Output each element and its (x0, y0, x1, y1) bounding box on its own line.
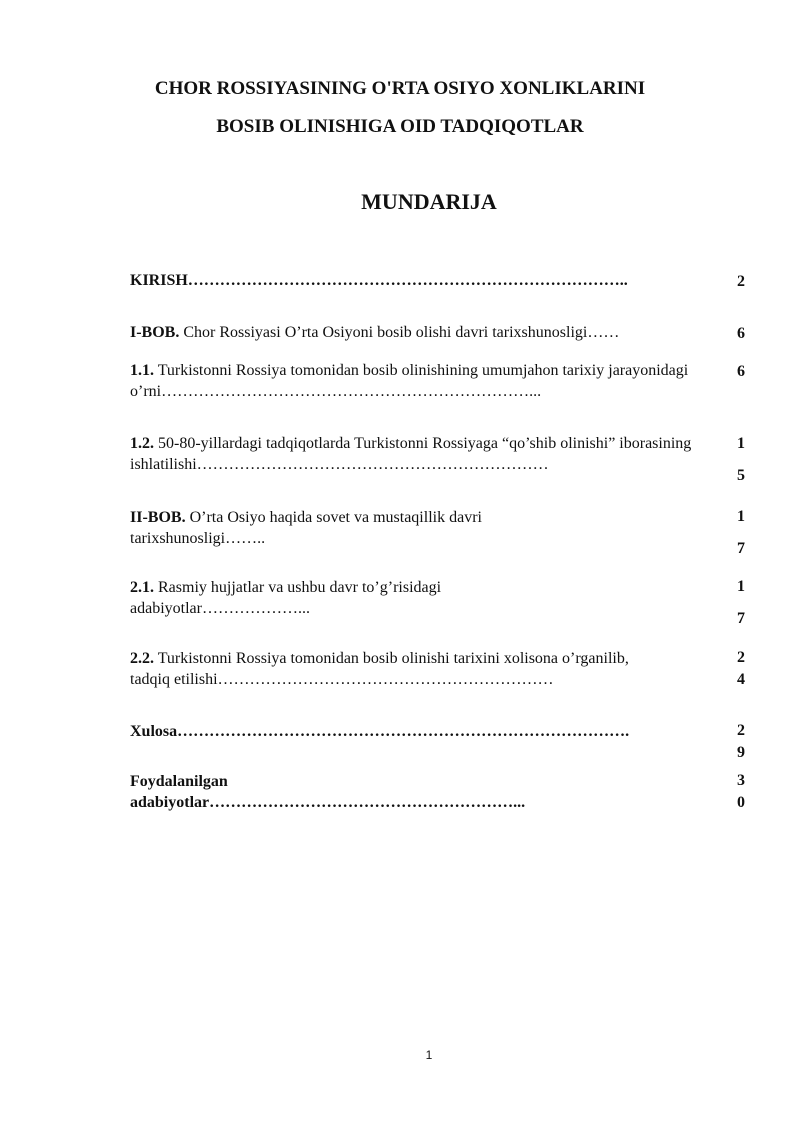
toc-page-number (733, 773, 749, 811)
toc-entry-xulosa[interactable] (130, 721, 700, 742)
toc-entry-text: 50-80-yillardagi tadqiqotlarda Turkistonni Rossiyaga “qo’shib olinishi” iborasining ishlatilishi………………………………………………………… (130, 435, 692, 473)
toc-page-digit: 5 (737, 467, 745, 484)
toc-page-number (733, 326, 749, 342)
toc-entry-text: Rasmiy hujjatlar va ushbu davr to’g’risidagi adabiyotlar………………... (130, 579, 442, 617)
toc-entry-number: 1.2. (130, 435, 154, 452)
document-title-line-1: CHOR ROSSIYASINING O'RTA OSIYO XONLIKLARINI (154, 78, 646, 99)
toc-entry-chapter-1[interactable] (130, 322, 718, 343)
toc-entry-section-2-1[interactable] (130, 577, 550, 619)
toc-entry-section-1-2[interactable] (130, 433, 718, 475)
toc-entry-number: 2.1. (130, 579, 154, 596)
toc-page-digit: 3 (737, 772, 745, 789)
toc-page-number (733, 509, 749, 557)
toc-page-digit: 9 (737, 744, 745, 761)
page-number: 1 (425, 1048, 433, 1062)
toc-page-digit: 7 (737, 540, 745, 557)
toc-page-digit: 2 (737, 273, 745, 290)
toc-page-digit: 2 (737, 649, 745, 666)
toc-page-digit: 1 (737, 435, 745, 452)
toc-entry-kirish[interactable] (130, 270, 705, 291)
toc-page-number (733, 579, 749, 627)
toc-entry-text: Xulosa…………………………………………………………………………. (130, 723, 630, 740)
toc-page-digit: 1 (737, 508, 745, 525)
toc-heading: MUNDARIJA (361, 189, 497, 214)
toc-entry-number: I-BOB. (130, 324, 180, 341)
toc-page-digit: 6 (737, 325, 745, 342)
toc-page-digit: 1 (737, 578, 745, 595)
toc-page-digit: 0 (737, 794, 745, 811)
toc-entry-number: II-BOB. (130, 509, 186, 526)
toc-page-number (733, 436, 749, 484)
toc-entry-section-2-2[interactable] (130, 648, 660, 690)
toc-entry-number: 2.2. (130, 650, 154, 667)
toc-page-number (733, 274, 749, 290)
toc-page-digit: 7 (737, 610, 745, 627)
toc-entry-number: 1.1. (130, 362, 154, 379)
toc-entry-chapter-2[interactable] (130, 507, 580, 549)
toc-page-number (733, 723, 749, 761)
toc-entry-text: O’rta Osiyo haqida sovet va mustaqillik davri tarixshunosligi…….. (130, 509, 482, 547)
toc-page-number (733, 364, 749, 380)
document-title-line-2: BOSIB OLINISHIGA OID TADQIQOTLAR (216, 116, 584, 137)
toc-page-number (733, 650, 749, 688)
toc-page-digit: 4 (737, 671, 745, 688)
toc-entry-text: Chor Rossiyasi O’rta Osiyoni bosib olishi davri tarixshunosligi…… (179, 324, 620, 341)
toc-page-digit: 2 (737, 722, 745, 739)
toc-entry-section-1-1[interactable] (130, 360, 718, 402)
toc-entry-text: KIRISH……………………………………………………………………….. (130, 272, 628, 289)
toc-entry-text: Turkistonni Rossiya tomonidan bosib olinishi tarixini xolisona o’rganilib, tadqiq etilishi……………………………………………………… (130, 650, 629, 688)
toc-entry-references[interactable] (130, 771, 610, 813)
toc-entry-text: Foydalanilgan adabiyotlar…………………………………………………... (130, 773, 526, 811)
toc-page-digit: 6 (737, 363, 745, 380)
toc-entry-text: Turkistonni Rossiya tomonidan bosib olinishining umumjahon tarixiy jarayonidagi o’rni……………………………………………………………... (130, 362, 689, 400)
